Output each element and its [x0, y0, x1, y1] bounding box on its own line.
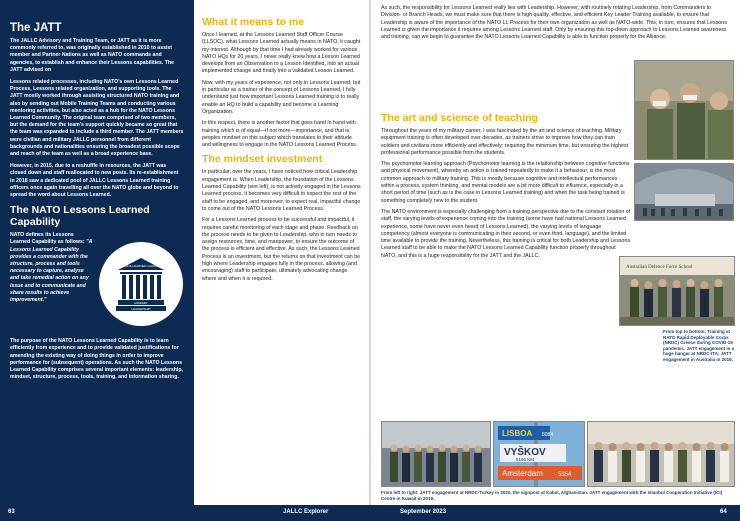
photo-kabul-signpost: [493, 421, 585, 487]
sign-amsterdam: Amsterdam: [502, 469, 543, 478]
page-number-right: 64: [720, 509, 727, 515]
photo-ici-kuwait: [587, 421, 735, 487]
spacer2: [618, 253, 619, 254]
sidebar-panel: [0, 0, 194, 505]
right-article-column: [381, 62, 631, 264]
diagram-mindset-label: MINDSET: [134, 301, 148, 306]
sign-amsterdam-km: 5354: [558, 472, 572, 478]
photo-nrdc-turkey: [381, 421, 491, 487]
sign-vyskov-km: 5166 KM: [516, 457, 535, 462]
jatt-heading: The JATT: [10, 22, 62, 34]
diagram-pillar: [122, 275, 126, 299]
diagram-beam: [120, 272, 162, 274]
caption-bottom-photos: From left to right: JATT engagement at NRDC-Turkey in 2020, the signpost at Kabul, Afghanistan. JATT engagement with the Istanbul Cooperation Initiative (ICI) Centre in Kuwait in 2019.: [381, 490, 723, 501]
diagram-pillar: [157, 275, 161, 299]
photo-australia-2016: [619, 256, 735, 326]
photo-nrdc-greece-image: [635, 61, 734, 160]
heading-mindset-investment: The mindset investment: [202, 153, 323, 166]
magazine-name: JALLC Explorer: [283, 509, 329, 515]
paragraph: The psychomotor learning approach (Psychomotor learning is the relationship between cognitive functions and physical movement), whereby an action is trained repeatedly to make it a behaviour, is the most common approach to military training. This is mostly because cognitive and intellectual performances within a process, system thinking, and mental models are a bit more difficult to influence, especially in a short period of time (such as is the case in Lessons Learned training) and when the task being trained is something completely new to the student.: [381, 161, 630, 204]
capability-intro: NATO defines its Lessons Learned Capability as follows:: [10, 232, 85, 246]
sign-lisboa-km: 8084: [542, 432, 554, 438]
right-page: [371, 0, 740, 521]
issue-date: September 2023: [400, 509, 447, 515]
photo-australia-image: [620, 257, 735, 326]
paragraph: Now, with my years of experience, not only in Lessons Learned, but in particular as a trainer of the concept of Lessons Learned, I fully understand just how important Lessons Learned training is to really enable an HQ to build a capability and become a Learning Organization.: [202, 79, 361, 115]
capability-heading: The NATO Lessons Learned Capability: [10, 204, 150, 229]
diagram-pillar: [143, 275, 147, 299]
heading-art-science: The art and science of teaching: [381, 112, 538, 124]
photo-hangar-nrdc-ita: [634, 163, 734, 221]
capability-text: [10, 232, 94, 332]
diagram-pillar: [136, 275, 140, 299]
photo-nrdc-turkey-image: [382, 422, 491, 487]
capability-paragraph: The purpose of the NATO Lessons Learned Capability is to learn efficiently from experience and to provide validated justifications for amending the existing way of doing things in order to improve performance for (subsequent) operations. As such the NATO Lessons Learned Capability comprises several important elements: leadership, mindset, structure, process, tools, training, and information sharing.: [10, 338, 183, 381]
paragraph: Throughout the years of my military career, I was fascinated by the art and science of teaching. Military equipment training is often developed over decades, as trainers strive to improve how they can train soldiers and civilians more efficiently and effectively; requiring the minimum time, but ensuring the highest professional performance possible from the students.: [381, 128, 629, 156]
caption-side-photos: From top to bottom: Training at NATO Rapid Deployable Corps (NRDC) Greece during COVID-19 pandemic. JATT engagement in a huge hangar at NRDC-ITA; JATT engagement in Australia in 2016.: [663, 329, 735, 362]
sign-lisboa: LISBOA: [502, 429, 533, 438]
sign-vyskov: VYŠKOV: [504, 447, 546, 458]
photo-nrdc-greece: [634, 60, 734, 160]
photo-ici-kuwait-image: [588, 422, 735, 487]
diagram-roof-label: LESSONS LEARNED CAPABILITY: [117, 264, 165, 269]
paragraph: The NATO environment is especially challenging from a training perspective due to the constant rotation of staff, the varying levels of experience coming into the training (some have had national Lessons Learned experience, some have never even heard of Lessons Learned), the varying levels of language competency (almost everyone is communicating in their second, or even third, language), and the limited time available to provide the training. Nevertheless, this training is critical for both Leadership and Lessons Learned staff to be able to make the NATO Lessons Learned Capability function properly throughout NATO, and this is a huge responsibility for the JATT and the JALLC.: [381, 208, 631, 259]
jatt-paragraph-1: The JALLC Advisory and Training Team, or JATT as it is more commonly referred to, was originally established in 2010 to assist member and Partner Nations as well as NATO commands and agencies, to establish and enhance their Lessons capabilities. The JATT advised on: [10, 38, 175, 73]
paragraph: For a Lessons Learned process to be successful and impactful, it requires careful monitoring of each stage and phase. Feedback on the process needs to be given to Leadership, who in turn needs to assign resources, time, and manpower, to ensure the outcome of the process is efficient and effective. As such, the Lessons Learned Process is an investment, but the returns on that investment can be high where Leadership engages fully in the process, allowing (and encouraging) staff to participate, ultimately advocating change where and when it is required.: [202, 217, 361, 282]
diagram-pillar: [150, 275, 154, 299]
page-number-left: 63: [8, 509, 15, 515]
left-article-column: [202, 14, 362, 287]
diagram-pillar: [129, 275, 133, 299]
intro-paragraph: As such, the responsibility for Lessons Learned really lies with Leadership. However, with routinely rotating Leadership, from Commanders to Division- or Branch Heads, we must make sure that there is high quality, effective, and efficient Key Leader Training available, to ensure that Leadership is aware of the importance of the NATO LL Process for their own organization as well as NATO-wide. This, in turn, ensures that Lessons Learned is given the importance it requires among Lessons Learned staff. Only by ensuring this top-down approach to Lessons Learned awareness and training, can we begin to guarantee the NATO Lessons Learned Capability is able to function properly for the Alliance.: [381, 5, 727, 41]
photo-signpost-image: [494, 422, 585, 487]
capability-quote: "A Lessons Learned Capability provides a commander with the structure, process and tools necessary to capture, analyse and take remedial action on any issue and to communicate and share results to achieve improvement.": [10, 239, 93, 304]
jatt-paragraph-2: Lessons related processes, including NATO's own Lessons Learned Process, Lessons related organization, and supporting tools. The JATT mostly worked through assisting structured NATO training and also by sending out Mobile Training Teams and conducting various mentoring activities, but also acted as a hub for the NATO Lessons Learned Community. The original team comprised of two members, but the demand for the team's support quickly became so great that the team was expanded to include a third member. The JATT members were civilian and military JALLC personnel from different backgrounds and nationalities ensuring the broadest possible scope and reach of the team as well as a broad experience base.: [10, 79, 184, 158]
capability-block: [10, 232, 184, 332]
jatt-paragraph-3: However, in 2015, due to a reshuffle in resources, the JATT was closed down and staff reallocated to new posts. Its re-establishment in 2018 saw a dedicated pool of JALLC Lessons Learned training officers once again travelling all over the NATO globe and beyond to spread the word about Lessons Learned.: [10, 163, 179, 199]
footer-bar: [0, 505, 740, 521]
capability-pillars-diagram: [98, 236, 184, 332]
left-page: [0, 0, 369, 521]
banner-text: Australian Defence Force School: [626, 265, 693, 270]
paragraph: In this respect, there is another factor that goes hand in hand with training which is of equal—if not more—importance, and that is peoples mindset on this subject which translates to their attitude and willingness to engage in the NATO Lessons Learned Process.: [202, 120, 358, 149]
heading-what-it-means: What it means to me: [202, 16, 305, 28]
paragraph: In particular, over the years, I have noticed how critical Leadership engagement is. When Leadership, the foundation of the Lessons Learned Capability (see left), is not actively engaged in the Lessons Learned process, it becomes very difficult to expect the rest of the staff to be engaged, and moreover, to expect real, impactful change to come out of the NATO Lessons Learned Process.: [202, 169, 361, 212]
paragraph: Once I learned, at the Lessons Learned Staff Officer Course (LLSOC), what Lessons Learned actually means in NATO, it caught my interest. Although by that time I had already worked for various NATO HQs for 20 years, I never really knew how a Lesson Learned develops from an Observation to a Lesson Identified, into an actual implemented change and finally into a validated Lesson Learned.: [202, 32, 361, 75]
photo-hangar-image: [635, 164, 734, 221]
diagram-leadership-label: LEADERSHIP: [131, 307, 151, 312]
diagram-circle: [99, 242, 183, 326]
